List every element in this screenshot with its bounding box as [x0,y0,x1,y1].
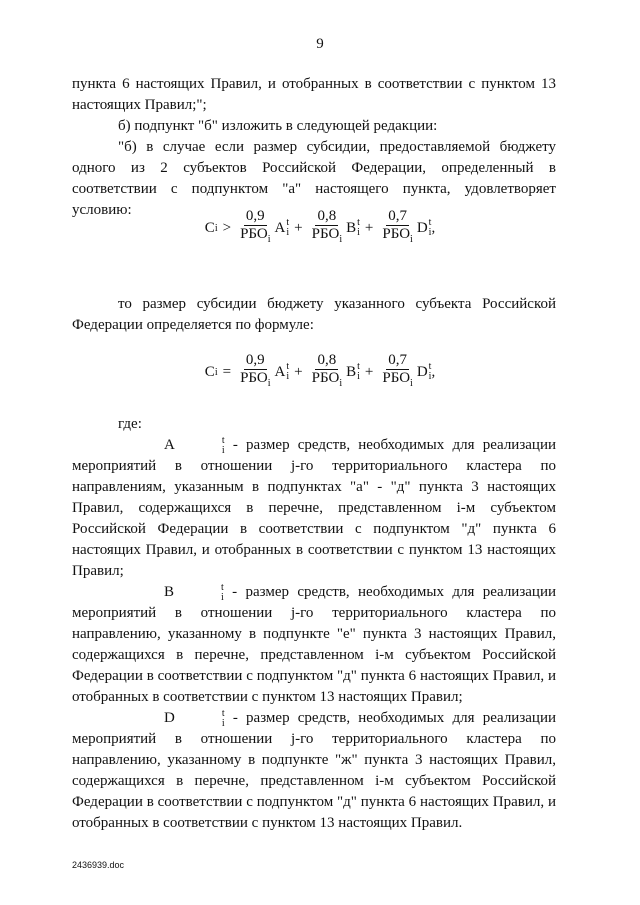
paragraph-formula-intro: то размер субсидии бюджету указанного субъекта Российской Федерации определяется по формуле: [72,296,556,333]
definition-b: B t i - размер средств, необходимых для реализации мероприятий в отношении j-го территориального кластера по направлению, указанному в подпункте "е" пункта 3 настоящих Правил, содержащихся в перечне, представленном i-м субъектом Российской Федерации в соответствии с подпунктом "д" пункта 6 настоящих Правил, и отобранных в соответствии с пунктом 13 настоящих Правил; [72,581,556,705]
formula-plus: + [294,219,303,236]
formula-end: , [431,363,436,380]
body-text-top [72,74,556,221]
body-text-definitions [72,414,556,834]
formula-inequality [0,208,640,248]
body-text-middle [72,294,556,336]
variable-d: D t i [416,217,432,238]
fraction-b: $\frac{0,8}{РБО_i}$ [311,208,343,245]
formula-plus: + [364,363,374,380]
fraction-b: $\frac{0,8}{РБО_i}$ [311,352,343,389]
fraction-d: $\frac{0,7}{РБО_i}$ [382,208,413,245]
paragraph-condition: "б) в случае если размер субсидии, предоставляемой бюджету одного из 2 субъектов Российской Федерации, определенный в соответствии с подпунктом "а" настоящего пункта, удовлетворяет условию: [72,139,556,218]
formula-plus: + [364,219,374,236]
formula-lhs: C i [204,363,218,380]
fraction-a: $\frac{0,9}{РБО_i}$ [240,208,271,245]
variable-b: B t i [346,361,360,382]
page-number: 9 [316,36,324,52]
definition-a-symbol: A t i [164,434,225,456]
document-footer: 2436939.doc [72,860,125,870]
paragraph-subitem-b: б) подпункт "б" изложить в следующей редакции: [118,118,438,134]
formula-plus: + [294,363,303,380]
where-label: где: [118,416,142,432]
fraction-d: $\frac{0,7}{РБО_i}$ [382,352,413,389]
variable-b: B t i [346,217,360,238]
paragraph-continuation: пункта 6 настоящих Правил, и отобранных в соответствии с пунктом 13 настоящих Правил;"; [72,76,556,113]
fraction-a: $\frac{0,9}{РБО_i}$ [240,352,271,389]
definition-d-symbol: D t i [164,707,225,729]
definition-a: A t i - размер средств, необходимых для реализации мероприятий в отношении j-го территориального кластера по направлениям, указанным в подпунктах "а" - "д" пункта 3 настоящих Правил, содержащихся в перечне, представленном i-м субъектом Российской Федерации в соответствии с подпунктом "д" пункта 6 настоящих Правил, и отобранных в соответствии с пунктом 13 настоящих Правил; [72,434,556,579]
variable-a: A t i [274,361,290,382]
definition-b-symbol: B t i [164,581,224,603]
variable-a: A t i [274,217,290,238]
formula-operator: = [222,363,232,380]
formula-end: , [431,219,436,236]
formula-lhs: C i [204,219,218,236]
variable-d: D t i [416,361,432,382]
formula-equation [0,352,640,392]
formula-operator: > [222,219,232,236]
definition-d: D t i - размер средств, необходимых для реализации мероприятий в отношении j-го территориального кластера по направлению, указанному в подпункте "ж" пункта 3 настоящих Правил, содержащихся в перечне, представленном i-м субъектом Российской Федерации в соответствии с подпунктом "д" пункта 6 настоящих Правил, и отобранных в соответствии с пунктом 13 настоящих Правил. [72,707,556,831]
